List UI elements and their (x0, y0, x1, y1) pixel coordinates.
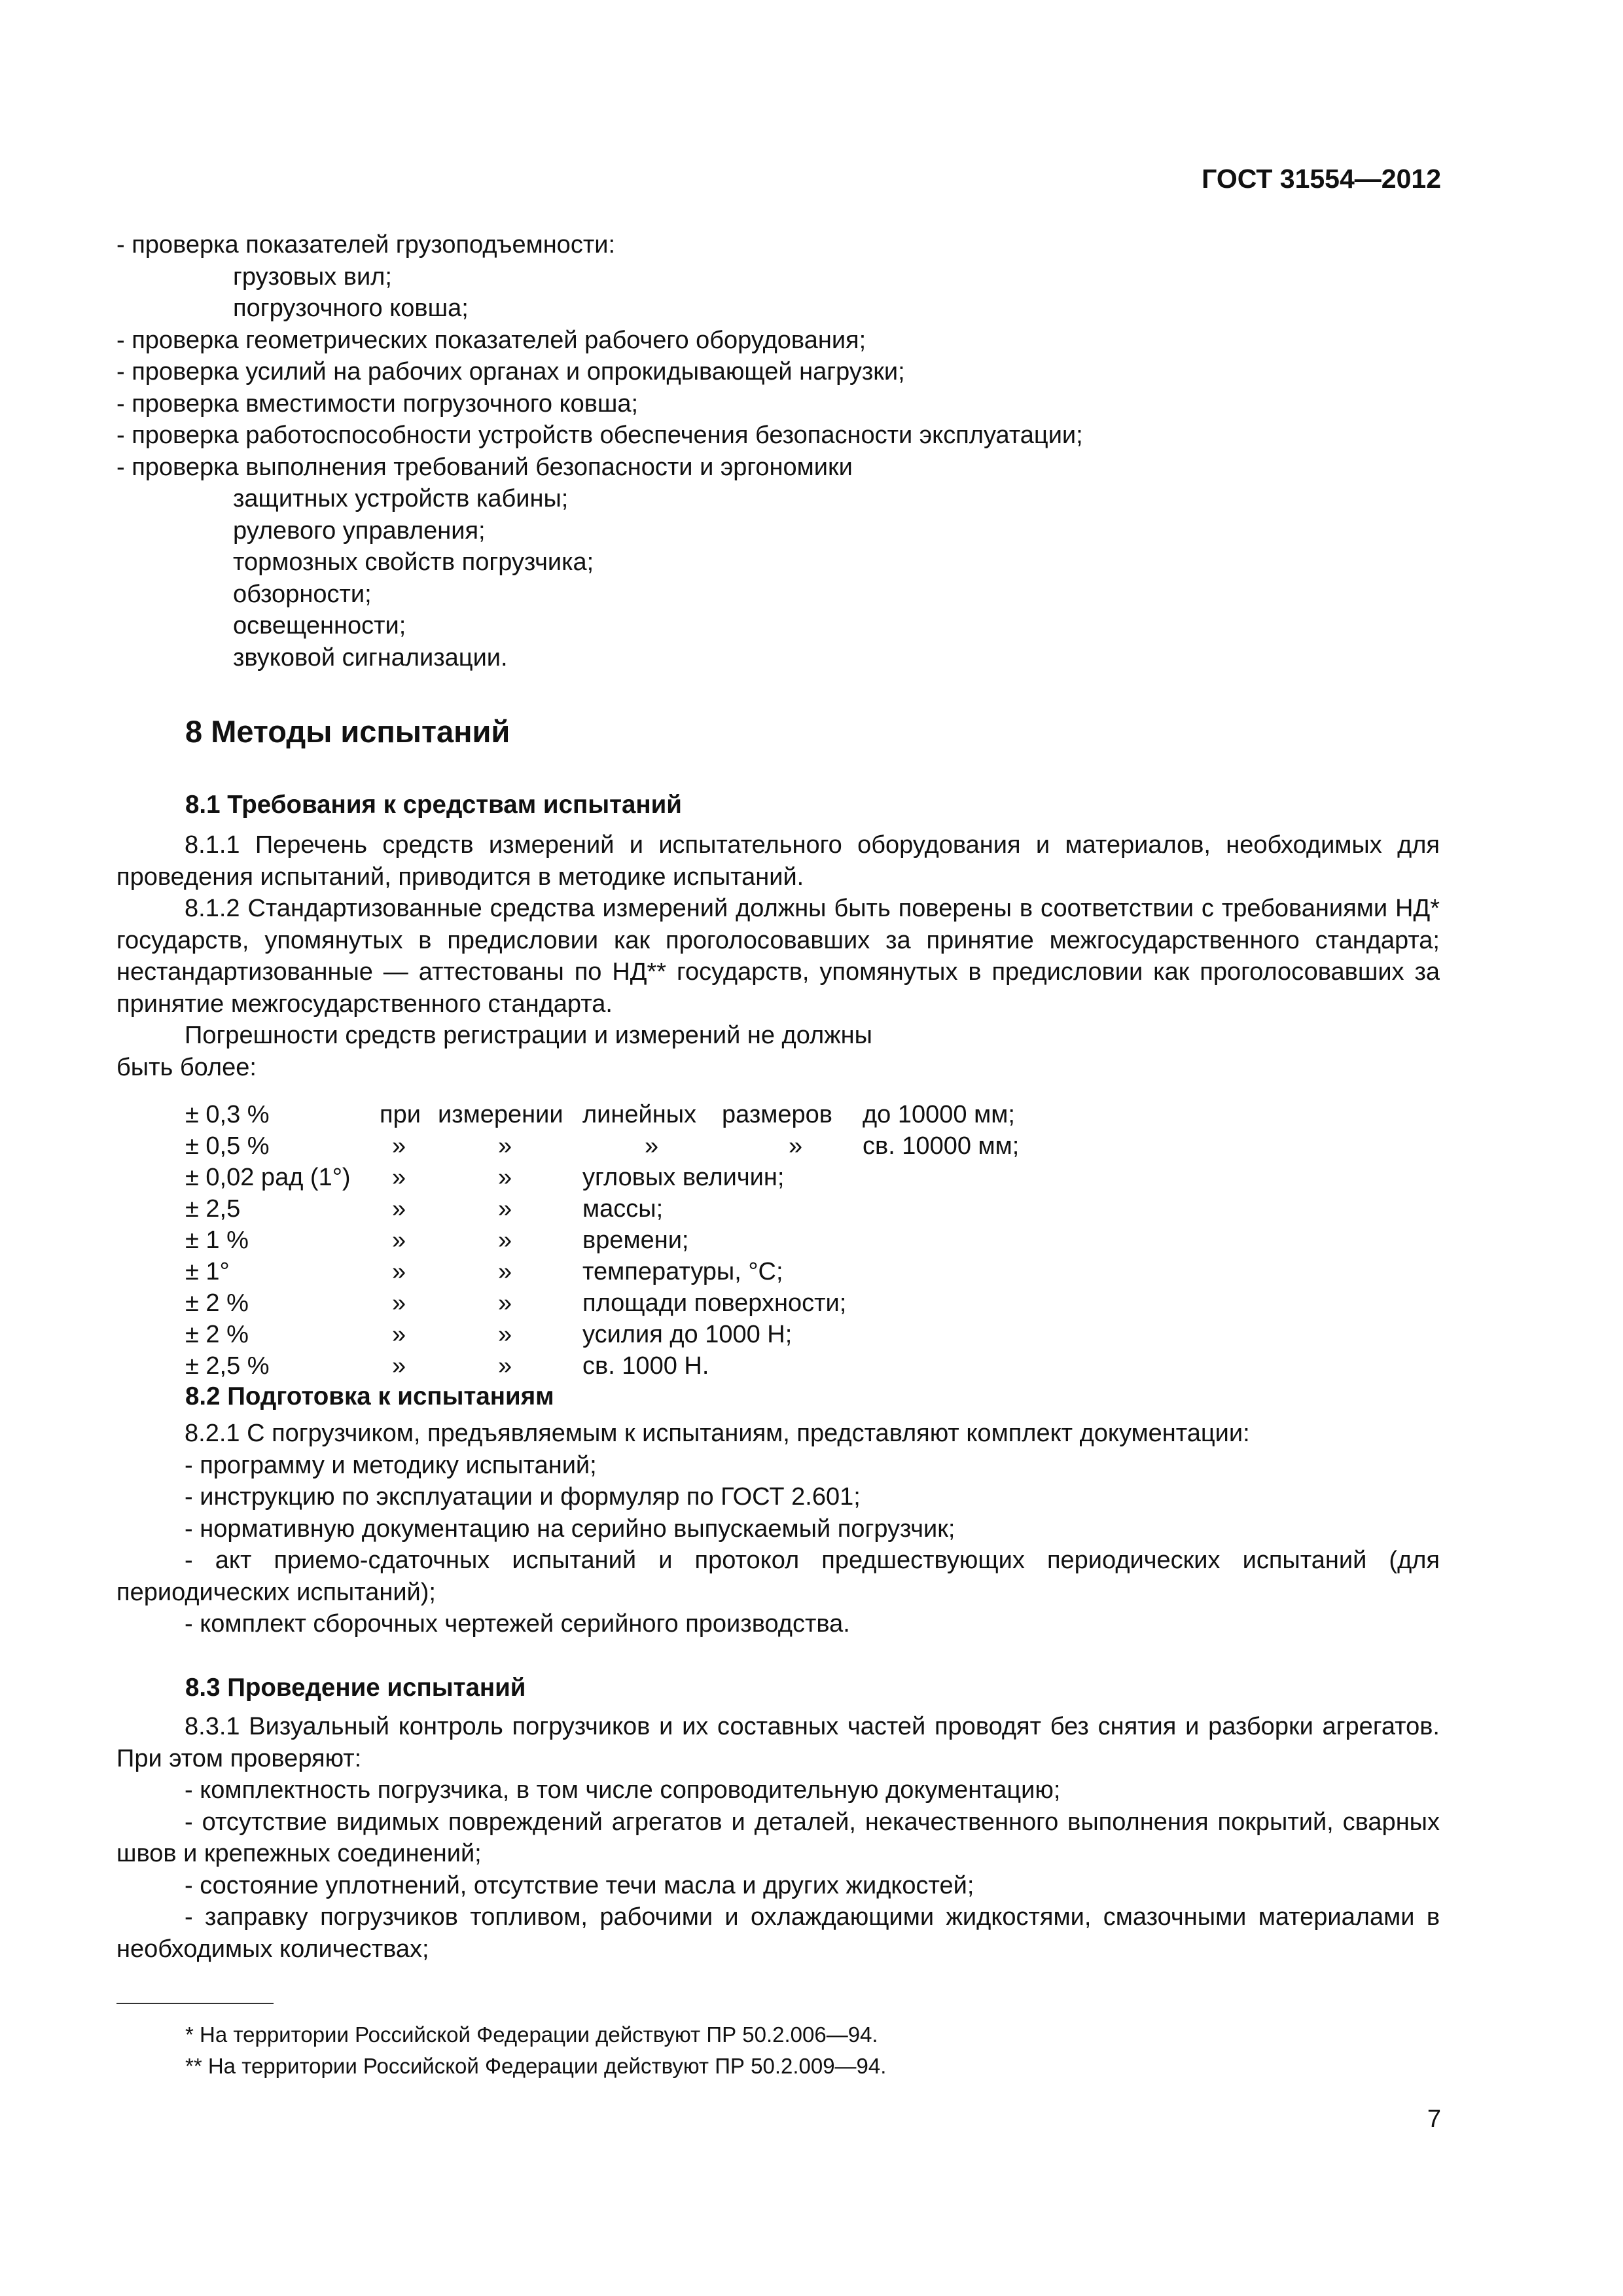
paragraph-8-1-2: 8.1.2 Стандартизованные средства измерений должны быть поверены в соответствии с требованиями НД* государств, упомянутых в предисловии как проголосовавших за принятие межгосударственного стандарта; нестандартизованные — аттестованы по НД** государств, упомянутых в предисловии как проголосовавших за принятие межгосударственного стандарта. (116, 895, 1440, 1018)
list-subitem: защитных устройств кабины; (233, 485, 569, 512)
section-8-heading: 8 Методы испытаний (185, 714, 510, 749)
list-item: - отсутствие видимых повреждений агрегатов и деталей, некачественного выполнения покрытий, сварных швов и крепежных соединений; (116, 1808, 1440, 1867)
ditto-mark: » (498, 1195, 512, 1223)
list-item: - инструкцию по эксплуатации и формуляр по ГОСТ 2.601; (185, 1483, 861, 1511)
tolerance-value: ± 0,3 % (185, 1101, 270, 1128)
ditto-mark: » (498, 1352, 512, 1380)
tolerance-word: при (380, 1101, 421, 1128)
list-item: - проверка геометрических показателей рабочего оборудования; (116, 326, 866, 354)
list-item: - программу и методику испытаний; (185, 1451, 597, 1479)
paragraph-errors-line1: Погрешности средств регистрации и измерений не должны (185, 1022, 872, 1049)
subsection-8-3-heading: 8.3 Проведение испытаний (185, 1674, 526, 1702)
ditto-mark: » (498, 1227, 512, 1254)
ditto-mark: » (498, 1321, 512, 1348)
list-item: - состояние уплотнений, отсутствие течи масла и других жидкостей; (185, 1871, 974, 1899)
ditto-mark: » (789, 1132, 803, 1160)
list-item: - проверка вместимости погрузочного ковша; (116, 389, 639, 418)
ditto-mark: » (392, 1289, 406, 1317)
tolerance-value: ± 2,5 (185, 1195, 241, 1223)
tolerance-value: ± 0,5 % (185, 1132, 270, 1160)
document-header-id: ГОСТ 31554—2012 (1202, 164, 1441, 194)
measured-quantity: температуры, °С; (582, 1258, 783, 1285)
ditto-mark: » (392, 1352, 406, 1380)
list-subitem: звуковой сигнализации. (233, 643, 508, 672)
list-subitem: погрузочного ковша; (233, 295, 469, 322)
list-item: - комплектность погрузчика, в том числе сопроводительную документацию; (185, 1776, 1061, 1804)
ditto-mark: » (498, 1164, 512, 1191)
inspection-list (116, 229, 1440, 673)
subsection-8-1-body (116, 829, 1440, 1083)
footnote-2: ** На территории Российской Федерации действуют ПР 50.2.009—94. (185, 2054, 887, 2078)
list-subitem: грузовых вил; (233, 262, 392, 291)
ditto-mark: » (392, 1195, 406, 1223)
list-item: - заправку погрузчиков топливом, рабочими и охлаждающими жидкостями, смазочными материалами в необходимых количествах; (116, 1903, 1440, 1963)
paragraph-errors-line2: быть более: (116, 1053, 257, 1081)
list-item: - проверка выполнения требований безопасности и эргономики (116, 453, 853, 481)
measured-quantity: времени; (582, 1227, 689, 1254)
ditto-mark: » (392, 1321, 406, 1348)
list-subitem: тормозных свойств погрузчика; (233, 548, 594, 576)
paragraph-8-2-1: 8.2.1 С погрузчиком, предъявляемым к испытаниям, представляют комплект документации: (185, 1420, 1250, 1447)
tolerance-value: ± 1 % (185, 1227, 249, 1254)
tolerance-word: линейных (582, 1101, 697, 1128)
subsection-8-2-heading: 8.2 Подготовка к испытаниям (185, 1382, 554, 1410)
list-subitem: освещенности; (233, 612, 406, 639)
paragraph-8-1-1: 8.1.1 Перечень средств измерений и испытательного оборудования и материалов, необходимых для проведения испытаний, приводится в методике испытаний. (116, 831, 1440, 891)
subsection-8-3-body (116, 1711, 1440, 1965)
list-item: - проверка усилий на рабочих органах и опрокидывающей нагрузки; (116, 358, 905, 386)
tolerance-word: измерении (438, 1101, 563, 1128)
subsection-8-1-heading: 8.1 Требования к средствам испытаний (185, 791, 682, 819)
tolerance-limit: до 10000 мм; (863, 1101, 1015, 1128)
tolerance-value: ± 2 % (185, 1289, 249, 1317)
list-subitem: рулевого управления; (233, 516, 486, 545)
list-item: - проверка показателей грузоподъемности: (116, 231, 616, 259)
tolerance-value: ± 2 % (185, 1321, 249, 1348)
ditto-mark: » (498, 1289, 512, 1317)
tolerance-word: размеров (722, 1101, 832, 1128)
paragraph-8-3-1: 8.3.1 Визуальный контроль погрузчиков и их составных частей проводят без снятия и разборки агрегатов. При этом проверяют: (116, 1713, 1440, 1772)
ditto-mark: » (392, 1132, 406, 1160)
measured-quantity: угловых величин; (582, 1164, 785, 1191)
ditto-mark: » (392, 1164, 406, 1191)
list-item: - нормативную документацию на серийно выпускаемый погрузчик; (185, 1515, 955, 1543)
subsection-8-2-body (116, 1418, 1440, 1640)
ditto-mark: » (392, 1258, 406, 1285)
tolerance-value: ± 1° (185, 1258, 230, 1285)
tolerance-value: ± 0,02 рад (1°) (185, 1164, 351, 1191)
footnote-1: * На территории Российской Федерации действуют ПР 50.2.006—94. (185, 2022, 878, 2047)
ditto-mark: » (392, 1227, 406, 1254)
ditto-mark: » (645, 1132, 659, 1160)
ditto-mark: » (498, 1132, 512, 1160)
measured-quantity: усилия до 1000 Н; (582, 1321, 793, 1348)
tolerance-limit: св. 10000 мм; (863, 1132, 1020, 1160)
tolerance-value: ± 2,5 % (185, 1352, 270, 1380)
page-number: 7 (1427, 2106, 1441, 2133)
list-item: - комплект сборочных чертежей серийного производства. (185, 1610, 850, 1638)
measured-quantity: площади поверхности; (582, 1289, 847, 1317)
list-item: - акт приемо-сдаточных испытаний и протокол предшествующих периодических испытаний (для периодических испытаний); (116, 1547, 1440, 1606)
ditto-mark: » (498, 1258, 512, 1285)
measured-quantity: массы; (582, 1195, 664, 1223)
list-subitem: обзорности; (233, 580, 372, 608)
footnote-separator (116, 2003, 274, 2004)
measured-quantity: св. 1000 Н. (582, 1352, 709, 1380)
list-item: - проверка работоспособности устройств обеспечения безопасности эксплуатации; (116, 422, 1083, 449)
